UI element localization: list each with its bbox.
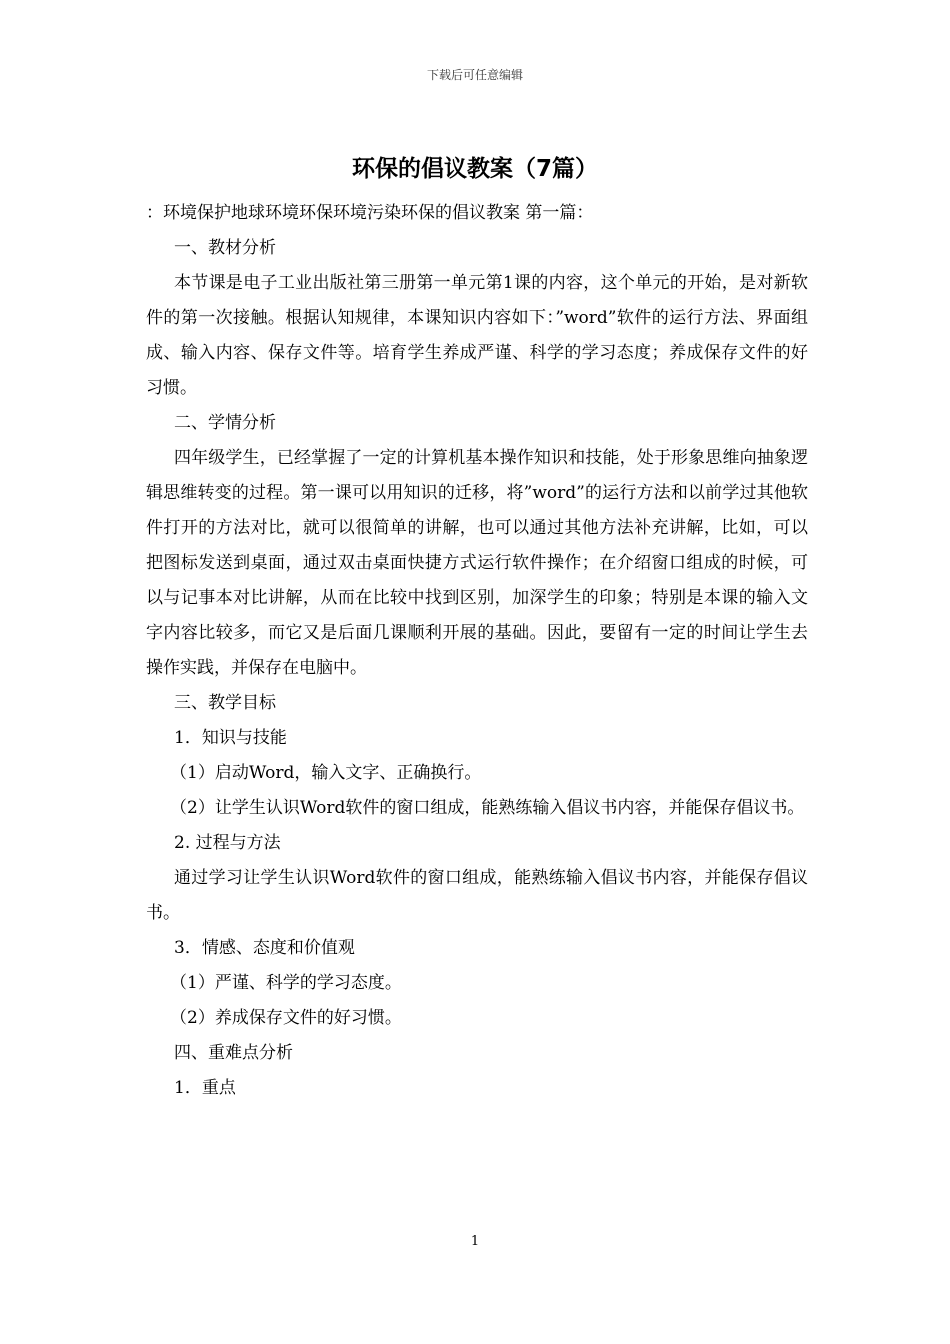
list-item-goal-2: （2）让学生认识Word软件的窗口组成，能熟练输入倡议书内容，并能保存倡议书。 — [170, 798, 805, 818]
subheading-emotion-attitude: 3．情感、态度和价值观 — [174, 938, 355, 958]
subheading-knowledge-skills: 1．知识与技能 — [174, 728, 287, 748]
paragraph-student-analysis: 四年级学生，已经掌握了一定的计算机基本操作知识和技能，处于形象思维向抽象逻辑思维转变的过程。第一课可以用知识的迁移，将”word”的运行方法和以前学过其他软件打开的方法对比，就可以很简单的讲解，也可以通过其他方法补充讲解，比如，可以把图标发送到桌面，通过双击桌面快捷方式运行软件操作；在介绍窗口组成的时候，可以与记事本对比讲解，从而在比较中找到区别，加深学生的印象；特别是本课的输入文字内容比较多，而它又是后面几课顺利开展的基础。因此，要留有一定的时间让学生去操作实践，并保存在电脑中。 — [146, 448, 808, 678]
paragraph-textbook-analysis: 本节课是电子工业出版社第三册第一单元第1课的内容，这个单元的开始，是对新软件的第一次接触。根据认知规律，本课知识内容如下：”word”软件的运行方法、界面组成、输入内容、保存文件等。培育学生养成严谨、科学的学习态度；养成保存文件的好习惯。 — [146, 273, 808, 398]
page-number: 1 — [470, 1234, 480, 1249]
header-note: 下载后可任意编辑 — [426, 68, 523, 82]
section-heading-student-analysis: 二、学情分析 — [174, 413, 276, 433]
list-item-attitude-2: （2）养成保存文件的好习惯。 — [170, 1008, 402, 1028]
list-item-goal-1: （1）启动Word，输入文字、正确换行。 — [170, 763, 482, 783]
subheading-process-methods: 2. 过程与方法 — [174, 833, 281, 853]
subheading-key-point-1: 1．重点 — [174, 1078, 236, 1098]
section-heading-teaching-goals: 三、教学目标 — [174, 693, 276, 713]
document-body — [146, 196, 808, 1106]
paragraph-process-methods: 通过学习让学生认识Word软件的窗口组成，能熟练输入倡议书内容，并能保存倡议书。 — [146, 868, 808, 923]
section-heading-textbook-analysis: 一、教材分析 — [174, 238, 276, 258]
intro-line: ：环境保护地球环境环保环境污染环保的倡议教案 第一篇： — [146, 203, 594, 223]
list-item-attitude-1: （1）严谨、科学的学习态度。 — [170, 973, 402, 993]
section-heading-key-points: 四、重难点分析 — [174, 1043, 293, 1063]
document-title: 环保的倡议教案（7篇） — [351, 156, 598, 182]
